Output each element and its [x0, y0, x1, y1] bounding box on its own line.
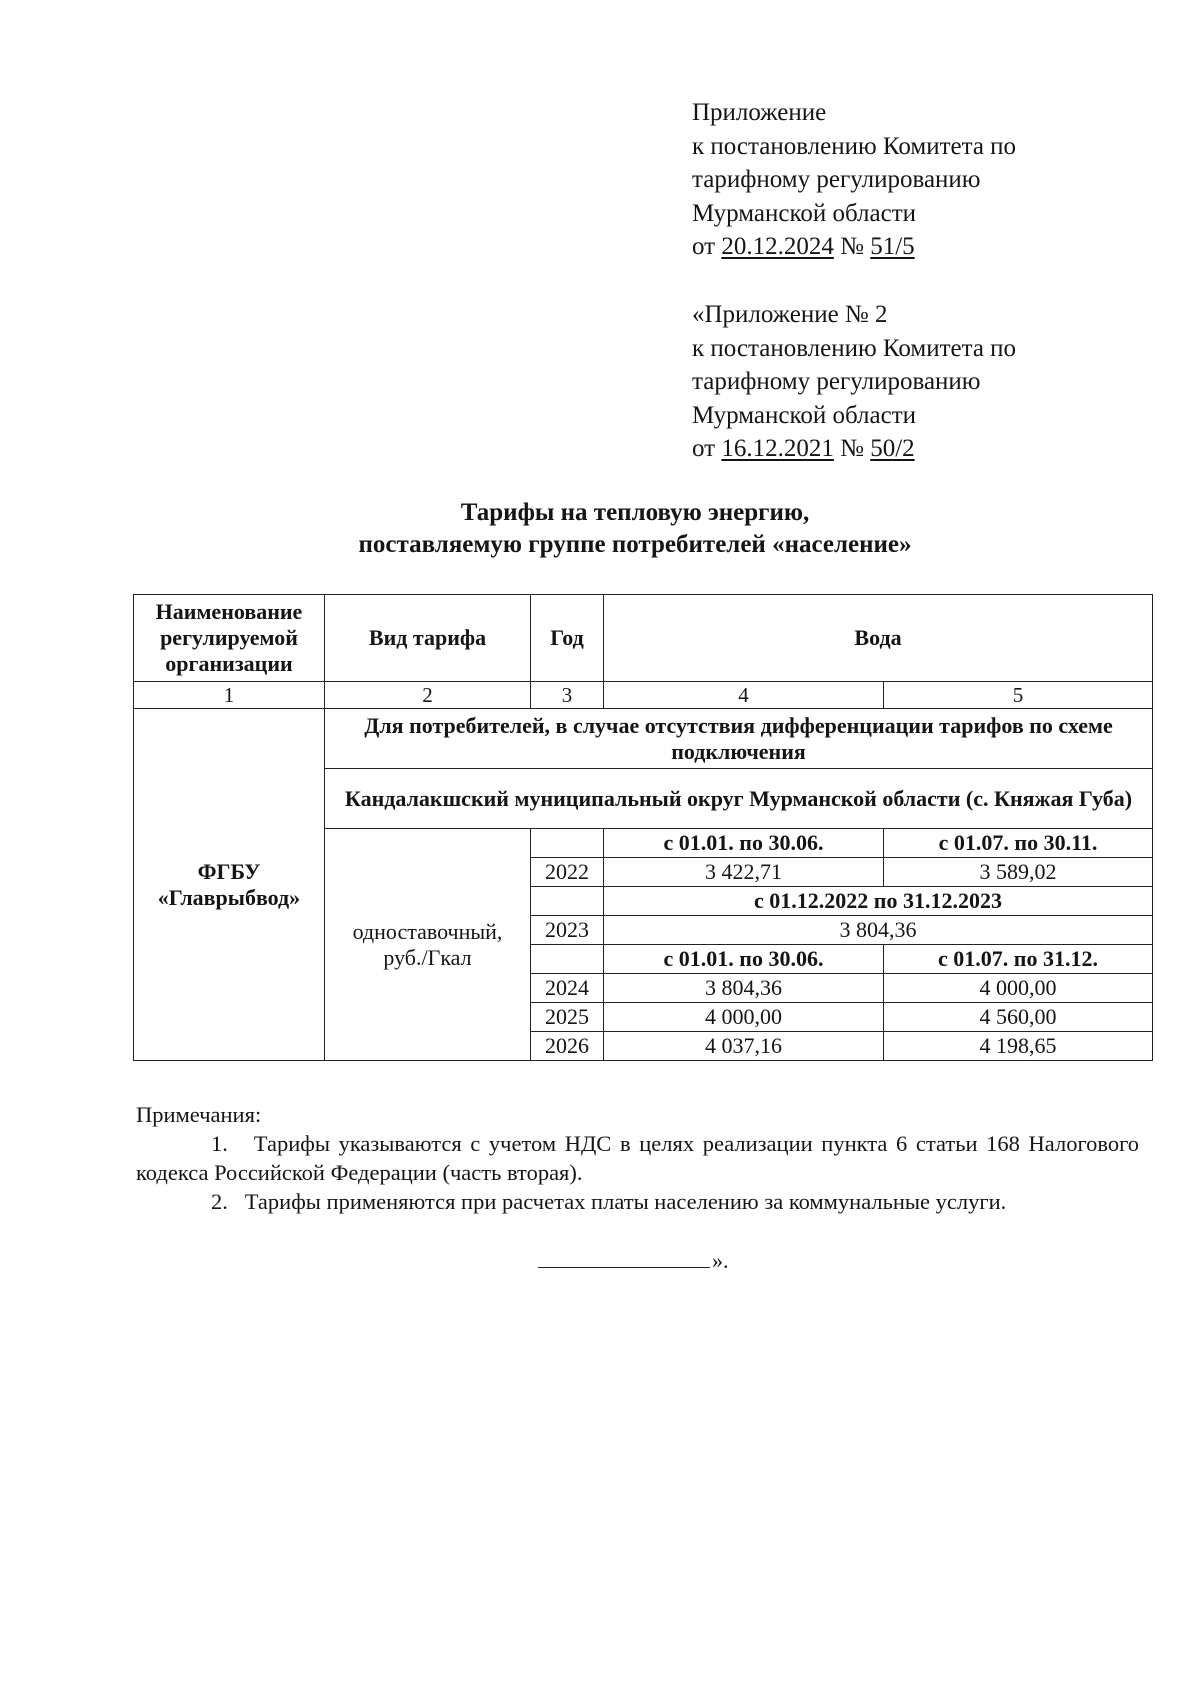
header-organization: Наименование регулируемой организации [134, 595, 325, 682]
section-consumers: Для потребителей, в случае отсутствия дифференциации тарифов по схеме подключения [325, 709, 1153, 769]
tariff-value: 3 804,36 [604, 916, 1153, 945]
title-line-1: Тарифы на тепловую энергию, [460, 499, 810, 526]
closing-mark [538, 1248, 729, 1274]
section-municipality: Кандалакшский муниципальный округ Мурманской области (с. Княжая Губа) [325, 769, 1153, 829]
note-number: 1. [211, 1131, 228, 1156]
note-item [136, 1129, 1139, 1187]
date-prefix: от [692, 233, 716, 260]
note-text: Тарифы указываются с учетом НДС в целях реализации пункта 6 статьи 168 Налогового кодекса Российской Федерации (часть вторая). [136, 1131, 1139, 1185]
notes-section [136, 1100, 1139, 1216]
period-label: с 01.01. по 30.06. [604, 945, 884, 974]
tariff-value: 3 422,71 [604, 858, 884, 887]
appendix-line: тарифному регулированию [692, 166, 981, 193]
tariff-value: 3 589,02 [884, 858, 1153, 887]
header-tariff-type: Вид тарифа [325, 595, 531, 682]
period-label: с 01.01. по 30.06. [604, 829, 884, 858]
tariff-value: 4 037,16 [604, 1032, 884, 1061]
previous-appendix-header [692, 298, 1016, 466]
appendix-date-line [692, 432, 1016, 466]
year-cell: 2024 [531, 974, 604, 1003]
title-line-2: поставляемую группе потребителей «население» [358, 531, 912, 558]
year-cell-empty [531, 829, 604, 858]
period-label: с 01.12.2022 по 31.12.2023 [604, 887, 1153, 916]
column-number: 2 [325, 682, 531, 709]
appendix-date: 20.12.2024 [721, 233, 834, 260]
year-cell: 2022 [531, 858, 604, 887]
date-prefix: от [692, 435, 716, 462]
appendix-date: 16.12.2021 [721, 435, 834, 462]
tariff-kind: одноставочный, руб./Гкал [325, 829, 531, 1061]
appendix-line: Мурманской области [692, 401, 917, 429]
header-year: Год [531, 595, 604, 682]
period-label: с 01.07. по 30.11. [884, 829, 1153, 858]
column-number: 3 [531, 682, 604, 709]
tariff-value: 4 000,00 [604, 1003, 884, 1032]
appendix-number: 51/5 [870, 233, 915, 260]
number-sign: № [840, 435, 864, 462]
column-number: 5 [884, 682, 1153, 709]
appendix-line: Приложение [692, 99, 827, 126]
note-number: 2. [211, 1189, 228, 1214]
note-item [136, 1187, 1139, 1216]
appendix-line: «Приложение № 2 [692, 301, 888, 328]
appendix-line: к постановлению Комитета по [692, 334, 1017, 362]
appendix-number: 50/2 [870, 435, 915, 462]
column-number-row [134, 682, 1153, 709]
year-cell: 2023 [531, 916, 604, 945]
column-number: 4 [604, 682, 884, 709]
closing-underline [538, 1267, 710, 1268]
appendix-line: Мурманской области [692, 199, 917, 227]
year-cell: 2025 [531, 1003, 604, 1032]
period-label: с 01.07. по 31.12. [884, 945, 1153, 974]
document-title [0, 497, 1200, 561]
year-cell: 2026 [531, 1032, 604, 1061]
tariff-value: 4 560,00 [884, 1003, 1153, 1032]
notes-heading: Примечания: [136, 1102, 262, 1127]
tariff-value: 4 000,00 [884, 974, 1153, 1003]
appendix-date-line [692, 230, 1016, 264]
year-cell-empty [531, 887, 604, 916]
header-water: Вода [604, 595, 1153, 682]
closing-quote: ». [712, 1248, 729, 1273]
appendix-header [692, 96, 1016, 264]
appendix-line: тарифному регулированию [692, 368, 981, 395]
column-number: 1 [134, 682, 325, 709]
note-text: Тарифы применяются при расчетах платы населению за коммунальные услуги. [244, 1189, 1007, 1214]
tariff-table [133, 594, 1153, 1061]
year-cell-empty [531, 945, 604, 974]
table-header-row [134, 595, 1153, 682]
organization-name: ФГБУ «Главрыбвод» [134, 709, 325, 1061]
appendix-line: к постановлению Комитета по [692, 132, 1017, 160]
tariff-value: 3 804,36 [604, 974, 884, 1003]
section-row [134, 709, 1153, 769]
number-sign: № [840, 233, 864, 260]
tariff-value: 4 198,65 [884, 1032, 1153, 1061]
